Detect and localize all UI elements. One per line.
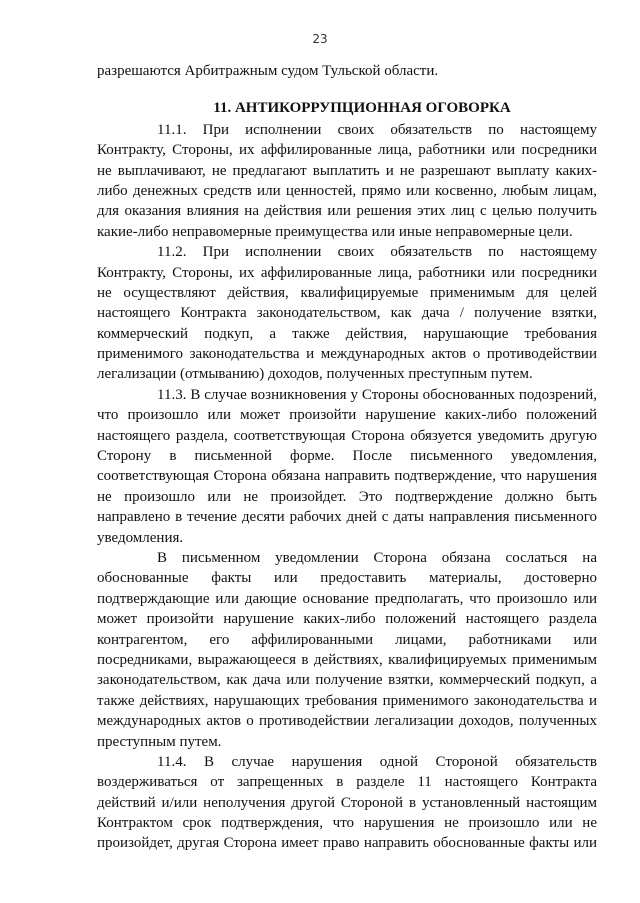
- paragraph-line: В письменном уведомлении Сторона обязана сослаться на: [157, 549, 597, 566]
- paragraph-11-1: [97, 120, 597, 242]
- paragraph-line: направлено в течение десяти рабочих дней с даты направления письменного: [97, 509, 597, 526]
- paragraph-line: либо денежных средств или ценностей, прямо или косвенно, любым лицам,: [97, 182, 597, 199]
- section-heading: 11. АНТИКОРРУПЦИОННАЯ ОГОВОРКА: [213, 100, 511, 117]
- paragraph-line: 11.1. При исполнении своих обязательств по настоящему: [157, 121, 597, 138]
- paragraph-line: может произойти нарушение каких-либо положений настоящего раздела: [97, 611, 597, 628]
- paragraph-line: посредниками, выражающееся в действиях, квалифицируемых применимым: [97, 651, 597, 668]
- paragraph-line: не выплачивают, не предлагают выплатить и не разрешают выплату каких-: [97, 162, 597, 179]
- paragraph-11-2: [97, 242, 597, 385]
- paragraph-11-4: [97, 752, 597, 854]
- paragraph-line: международных актов о противодействии легализации доходов, полученных: [97, 713, 597, 730]
- paragraph-line: применимого законодательства и международных актов о противодействии: [97, 346, 597, 363]
- paragraph-11-3: [97, 385, 597, 548]
- page-number: 23: [312, 32, 328, 46]
- paragraph-line: подтверждающие или дающие основание предполагать, что произошло или: [97, 590, 597, 607]
- paragraph-line: обоснованные факты или предоставить материалы, достоверно: [97, 570, 597, 587]
- paragraph-line: Контракту, Стороны, их аффилированные лица, работники или посредники: [97, 264, 597, 281]
- paragraph-line: 11.4. В случае нарушения одной Стороной обязательств: [157, 753, 597, 770]
- paragraph-line: легализации (отмыванию) доходов, полученных преступным путем.: [97, 366, 533, 383]
- paragraph-line: уведомления.: [97, 529, 184, 546]
- paragraph-line: произойдет, другая Сторона имеет право направить обоснованные факты или: [97, 835, 597, 852]
- paragraph-line: не осуществляют действия, квалифицируемые применимым для целей: [97, 284, 597, 301]
- document-body: [97, 61, 597, 854]
- paragraph-line: Контракту, Стороны, их аффилированные лица, работники или посредники: [97, 142, 597, 159]
- paragraph-line: Сторону в письменной форме. После письменного уведомления,: [97, 448, 597, 465]
- paragraph-line: законодательством, как дача или получение взятки, коммерческий подкуп, а: [97, 672, 597, 689]
- paragraph-line: какие-либо неправомерные преимущества или иные неправомерные цели.: [97, 223, 573, 240]
- paragraph-line: также действиях, нарушающих требования применимого законодательства и: [97, 692, 597, 709]
- paragraph-written-notice: [97, 548, 597, 752]
- intro-line: разрешаются Арбитражным судом Тульской области.: [97, 63, 439, 79]
- paragraph-line: 11.2. При исполнении своих обязательств по настоящему: [157, 244, 597, 261]
- paragraph-line: контрагентом, его аффилированными лицами, работниками или: [97, 631, 597, 648]
- paragraph-line: для оказания влияния на действия или решения этих лиц с целью получить: [97, 203, 597, 220]
- paragraph-line: воздерживаться от запрещенных в разделе 11 настоящего Контракта: [97, 774, 597, 791]
- paragraph-line: не произошло или не произойдет. Это подтверждение должно быть: [97, 488, 597, 505]
- paragraph-line: соответствующая Сторона обязана направить подтверждение, что нарушения: [97, 468, 597, 485]
- paragraph-line: что произошло или может произойти нарушение каких-либо положений: [97, 407, 597, 424]
- paragraph-line: преступным путем.: [97, 733, 222, 750]
- paragraph-line: настоящего Контракта законодательством, как дача / получение взятки,: [97, 305, 597, 322]
- paragraph-line: 11.3. В случае возникновения у Стороны обоснованных подозрений,: [157, 386, 597, 403]
- paragraph-line: действий и/или неполучения другой Стороной в установленный настоящим: [97, 794, 597, 811]
- paragraph-line: Контрактом срок подтверждения, что нарушения не произошло или не: [97, 815, 597, 832]
- paragraph-line: настоящего раздела, соответствующая Сторона обязуется уведомить другую: [97, 427, 597, 444]
- paragraph-line: коммерческий подкуп, а также действия, нарушающие требования: [97, 325, 597, 342]
